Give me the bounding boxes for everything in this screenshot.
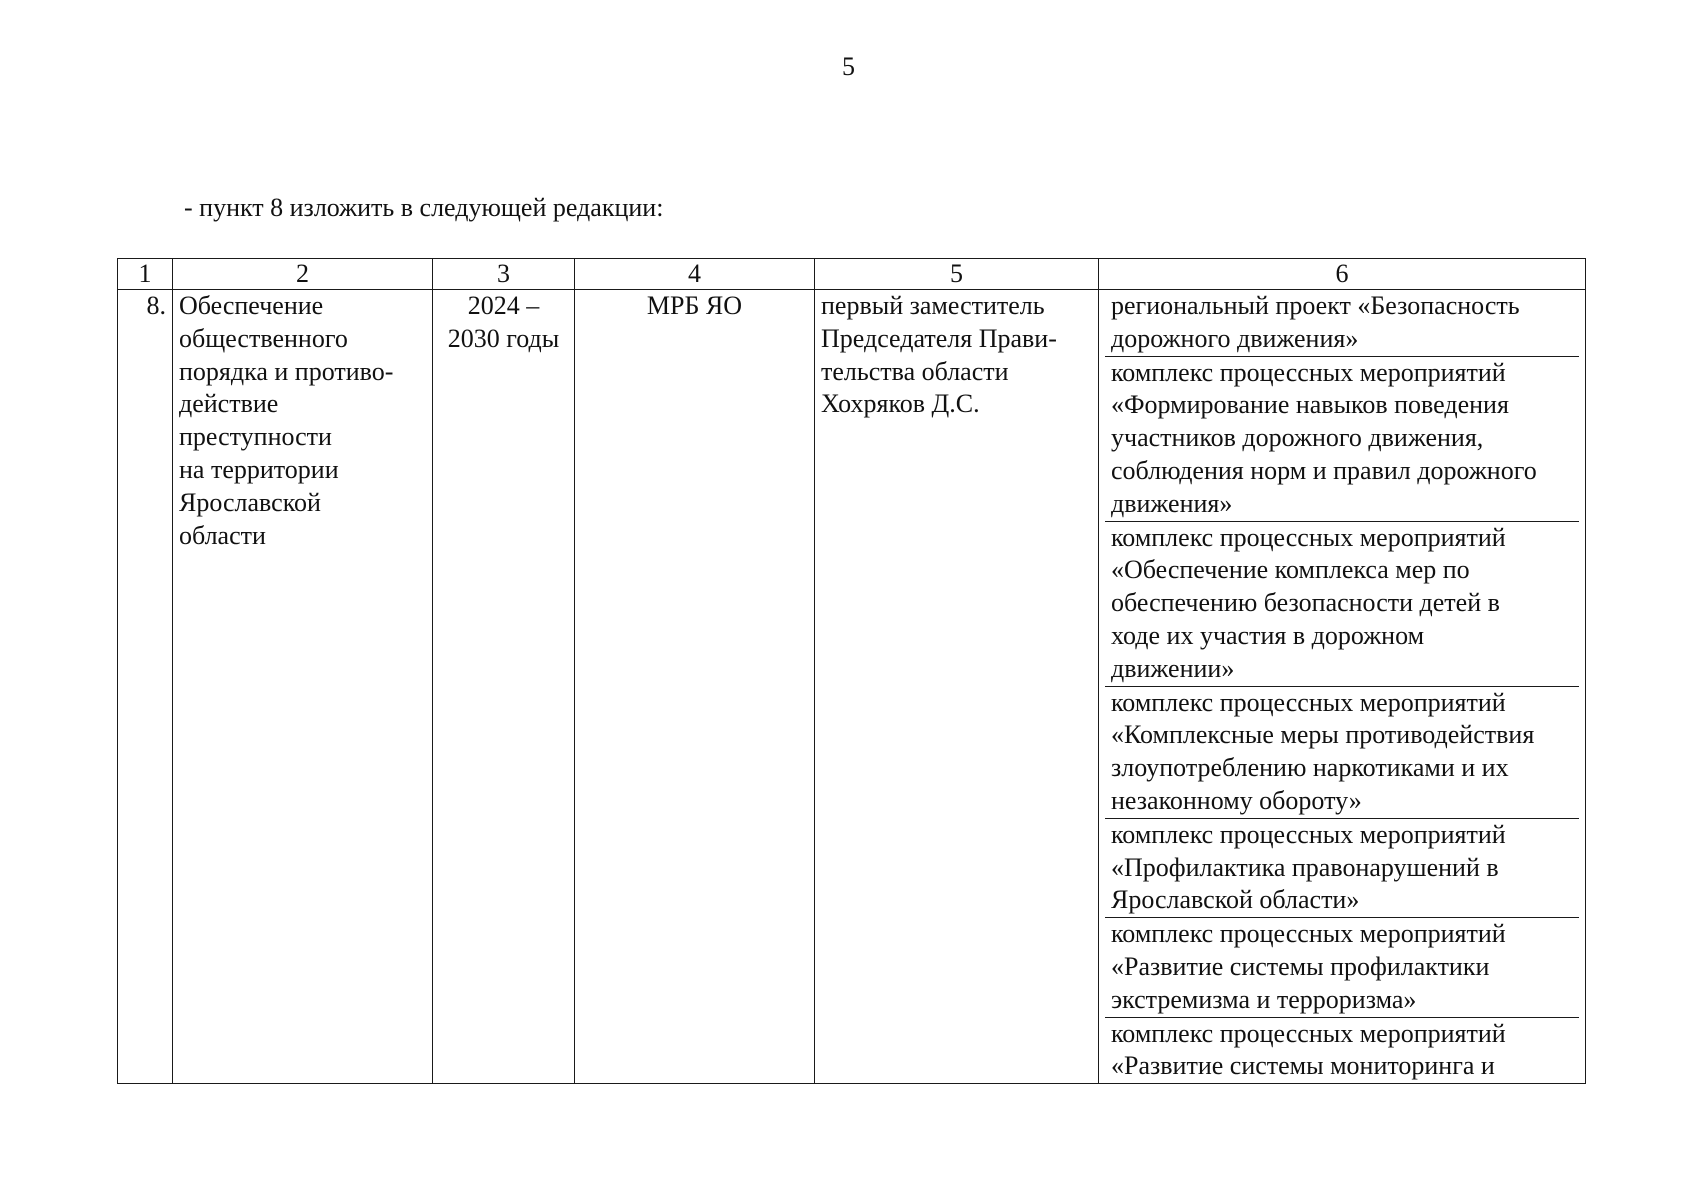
structural-element-line: комплекс процессных мероприятий: [1111, 357, 1506, 387]
program-name-cell: [173, 290, 433, 1084]
structural-element-line: «Обеспечение комплекса мер по: [1111, 555, 1470, 585]
row-number: 8.: [118, 290, 173, 1084]
table-row: [118, 290, 1586, 1084]
structural-element-line: злоупотреблению наркотиками и их: [1111, 753, 1509, 783]
structural-element-line: комплекс процессных мероприятий: [1111, 522, 1506, 552]
structural-element-line: экстремизма и терроризма»: [1111, 984, 1417, 1014]
header-cell: 6: [1099, 259, 1586, 290]
structural-element-line: комплекс процессных мероприятий: [1111, 919, 1506, 949]
curator-cell: [815, 290, 1099, 1084]
structural-element: [1105, 687, 1579, 819]
structural-element-line: Ярославской области»: [1111, 885, 1360, 915]
program-name-line: действие: [179, 389, 279, 419]
period-cell: [433, 290, 575, 1084]
structural-element-line: незаконному обороту»: [1111, 785, 1362, 815]
curator-line: Председателя Прави-: [821, 323, 1057, 353]
structural-element-line: «Развитие системы профилактики: [1111, 951, 1490, 981]
structural-element-line: комплекс процессных мероприятий: [1111, 1018, 1506, 1048]
structural-element-line: обеспечению безопасности детей в: [1111, 588, 1500, 618]
period-line: 2024 –: [467, 291, 540, 320]
structural-element: [1105, 522, 1579, 687]
structural-element: [1105, 1018, 1579, 1084]
program-name-line: порядка и противо-: [179, 356, 394, 386]
structural-element-line: комплекс процессных мероприятий: [1111, 819, 1506, 849]
table-header-row: [118, 259, 1586, 290]
structural-element-line: дорожного движения»: [1111, 323, 1359, 353]
program-table: [117, 258, 1586, 1084]
header-cell: 1: [118, 259, 173, 290]
program-name-line: на территории: [179, 454, 339, 484]
header-cell: 5: [815, 259, 1099, 290]
program-name-line: преступности: [179, 422, 332, 452]
curator-line: тельства области: [821, 356, 1009, 386]
curator-line: первый заместитель: [821, 291, 1045, 320]
structural-element: [1105, 290, 1579, 357]
page-number: 5: [842, 52, 855, 81]
program-name-line: Ярославской: [179, 487, 321, 517]
structural-element-line: региональный проект «Безопасность: [1111, 291, 1520, 320]
structural-element: [1105, 819, 1579, 918]
structural-element-line: участников дорожного движения,: [1111, 423, 1484, 453]
structural-element-line: «Комплексные меры противодействия: [1111, 720, 1535, 750]
structural-element-line: «Развитие системы мониторинга и: [1111, 1051, 1495, 1081]
period-line: 2030 годы: [447, 323, 560, 353]
structural-element-line: движении»: [1111, 653, 1235, 683]
intro-text: - пункт 8 изложить в следующей редакции:: [184, 193, 664, 222]
executor-cell: МРБ ЯО: [575, 290, 815, 1084]
structural-element-line: соблюдения норм и правил дорожного: [1111, 455, 1537, 485]
structural-element-line: комплекс процессных мероприятий: [1111, 687, 1506, 717]
header-cell: 2: [173, 259, 433, 290]
structural-element-line: движения»: [1111, 488, 1233, 518]
structural-element: [1105, 357, 1579, 522]
curator-line: Хохряков Д.С.: [821, 389, 980, 419]
structural-element-line: «Формирование навыков поведения: [1111, 390, 1509, 420]
program-name-line: Обеспечение: [179, 291, 324, 320]
structural-element-line: «Профилактика правонарушений в: [1111, 852, 1499, 882]
program-name-line: общественного: [179, 323, 348, 353]
structural-elements-cell: [1099, 290, 1586, 1084]
program-name-line: области: [179, 520, 266, 550]
header-cell: 3: [433, 259, 575, 290]
structural-element: [1105, 918, 1579, 1017]
header-cell: 4: [575, 259, 815, 290]
structural-element-line: ходе их участия в дорожном: [1111, 620, 1425, 650]
